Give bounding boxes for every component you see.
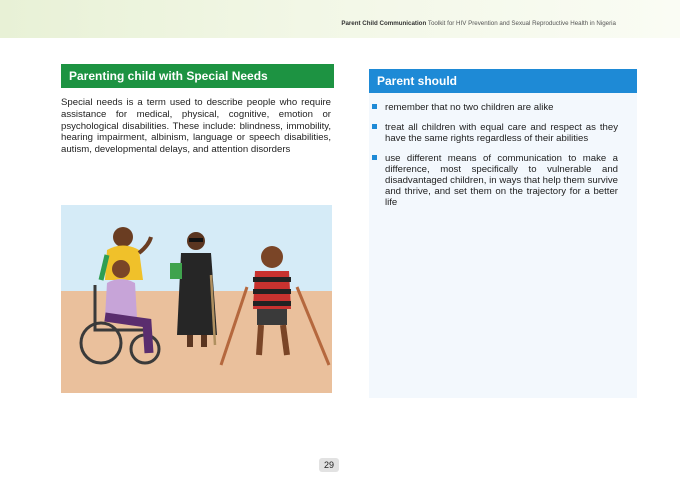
illustration-svg xyxy=(61,205,332,393)
section-title-special-needs: Parenting child with Special Needs xyxy=(61,64,334,88)
page-number: 29 xyxy=(319,458,339,472)
bullet-square-icon xyxy=(372,104,377,109)
header-title: Parent Child Communication xyxy=(341,20,427,27)
list-item-text: treat all children with equal care and respect as they have the same rights regardless of their abilities xyxy=(385,122,618,144)
list-item xyxy=(370,153,618,208)
list-item xyxy=(370,122,618,144)
list-item xyxy=(370,102,618,113)
running-header xyxy=(341,20,616,27)
special-needs-illustration xyxy=(61,205,332,393)
special-needs-paragraph: Special needs is a term used to describe people who require assistance for medical, physical, cognitive, emotion or psychological disabilities. These include: blindness, immobility, hearing impairment, albinism, language or speech disabilities, autism, developmental delays, and attention disorders xyxy=(61,97,331,156)
list-item-text: use different means of communication to make a difference, most specifically to vulnerable and disadvantaged children, in ways that help them survive and thrive, and set them on the trajectory for a better life xyxy=(385,153,618,208)
parent-should-list xyxy=(370,102,618,217)
bullet-square-icon xyxy=(372,155,377,160)
header-band xyxy=(0,0,680,38)
section-title-parent-should: Parent should xyxy=(369,69,637,93)
header-subtitle: Toolkit for HIV Prevention and Sexual Reproductive Health in Nigeria xyxy=(426,20,616,27)
list-item-text: remember that no two children are alike xyxy=(385,102,554,113)
bullet-square-icon xyxy=(372,124,377,129)
